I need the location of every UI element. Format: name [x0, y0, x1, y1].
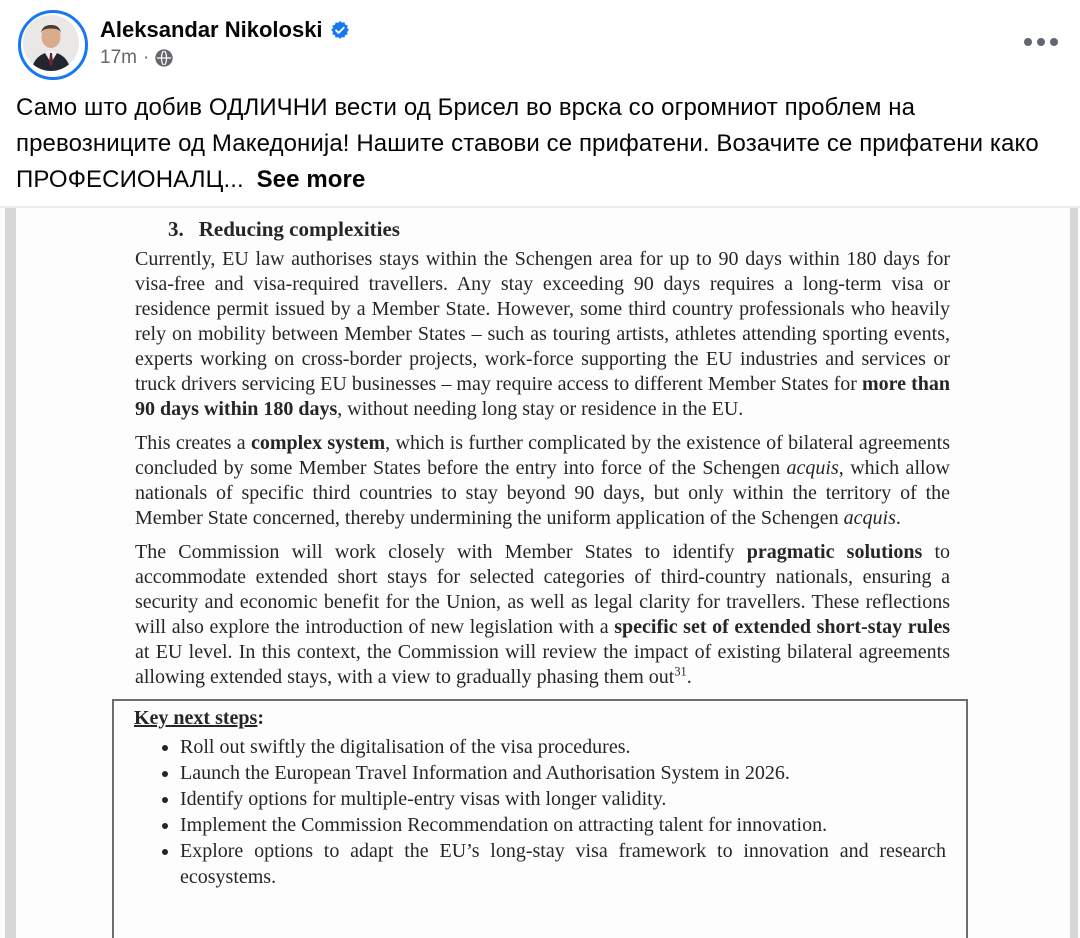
verified-badge-icon — [330, 20, 350, 40]
post-text — [0, 80, 1080, 198]
post-header-text — [100, 10, 1018, 69]
key-next-steps-list — [134, 734, 946, 890]
ellipsis-icon — [1037, 38, 1045, 46]
see-more-link[interactable]: See more — [256, 166, 366, 193]
key-step-item: • Identify options for multiple-entry visas with longer validity. — [180, 786, 946, 812]
key-step-item: • Explore options to adapt the EU’s long-stay visa framework to innovation and research ecosystems. — [180, 838, 946, 890]
post-options-button[interactable] — [1018, 32, 1064, 52]
ellipsis-icon — [1024, 38, 1032, 46]
profile-photo-image — [23, 15, 79, 71]
document-page — [135, 208, 950, 938]
key-next-steps-title: Key next steps: — [134, 707, 264, 729]
author-name[interactable]: Aleksandar Nikoloski — [100, 17, 323, 42]
post-header — [0, 0, 1080, 80]
post-image-attachment[interactable] — [0, 206, 1080, 938]
document-paragraph-3: The Commission will work closely with Member States to identify pragmatic solutions to accommodate extended short stays for selected categories of third-country nationals, ensuring a security and economic benefit for the Union, as well as legal clarity for travellers. These reflections will also explore the introduction of new legislation with a specific set of extended short-stay rules at EU level. In this context, the Commission will review the impact of existing bilateral agreements allowing extended stays, with a view to gradually phasing them out$^{31}$. — [135, 541, 951, 688]
ellipsis-icon — [1050, 38, 1058, 46]
key-next-steps-box — [112, 699, 968, 938]
document-section-heading — [168, 216, 950, 242]
post-meta — [100, 47, 1018, 69]
document-paragraph-1: Currently, EU law authorises stays within the Schengen area for up to 90 days within 180 days for visa-free and visa-required travellers. Any stay exceeding 90 days requires a long-term visa or residence permit issued by a Member State. However, some third country professionals who heavily rely on mobility between Member States – such as touring artists, athletes attending sporting events, experts working on cross-border projects, work-force supporting the EU industries and services or truck drivers servicing EU businesses – may require access to different Member States for more than 90 days within 180 days, without needing long stay or residence in the EU. — [135, 248, 950, 420]
timestamp[interactable]: 17m — [100, 47, 137, 68]
post-body: Само што добив ОДЛИЧНИ вести од Брисел во врска со огромниот проблем на превозниците од Македонија! Нашите ставови се прифатени. Возачите се прифатени како ПРОФЕСИОНАЛЦ... — [16, 94, 1039, 193]
key-step-item: • Implement the Commission Recommendation on attracting talent for innovation. — [180, 812, 946, 838]
avatar[interactable] — [18, 10, 88, 80]
meta-separator: · — [142, 47, 150, 68]
document-paragraph-2: This creates a complex system, which is further complicated by the existence of bilateral agreements concluded by some Member States before the entry into force of the Schengen acquis, which allow nationals of specific third countries to stay beyond 90 days, but only within the territory of the Member State concerned, thereby undermining the uniform application of the Schengen acquis. — [135, 432, 950, 529]
page-edge-right — [1070, 208, 1078, 938]
page-edge-left — [5, 208, 16, 938]
key-step-item: • Launch the European Travel Information and Authorisation System in 2026. — [180, 760, 946, 786]
section-number: 3. — [168, 217, 184, 241]
key-step-item: • Roll out swiftly the digitalisation of the visa procedures. — [180, 734, 946, 760]
section-title: Reducing complexities — [198, 217, 400, 241]
globe-privacy-icon — [155, 49, 173, 67]
